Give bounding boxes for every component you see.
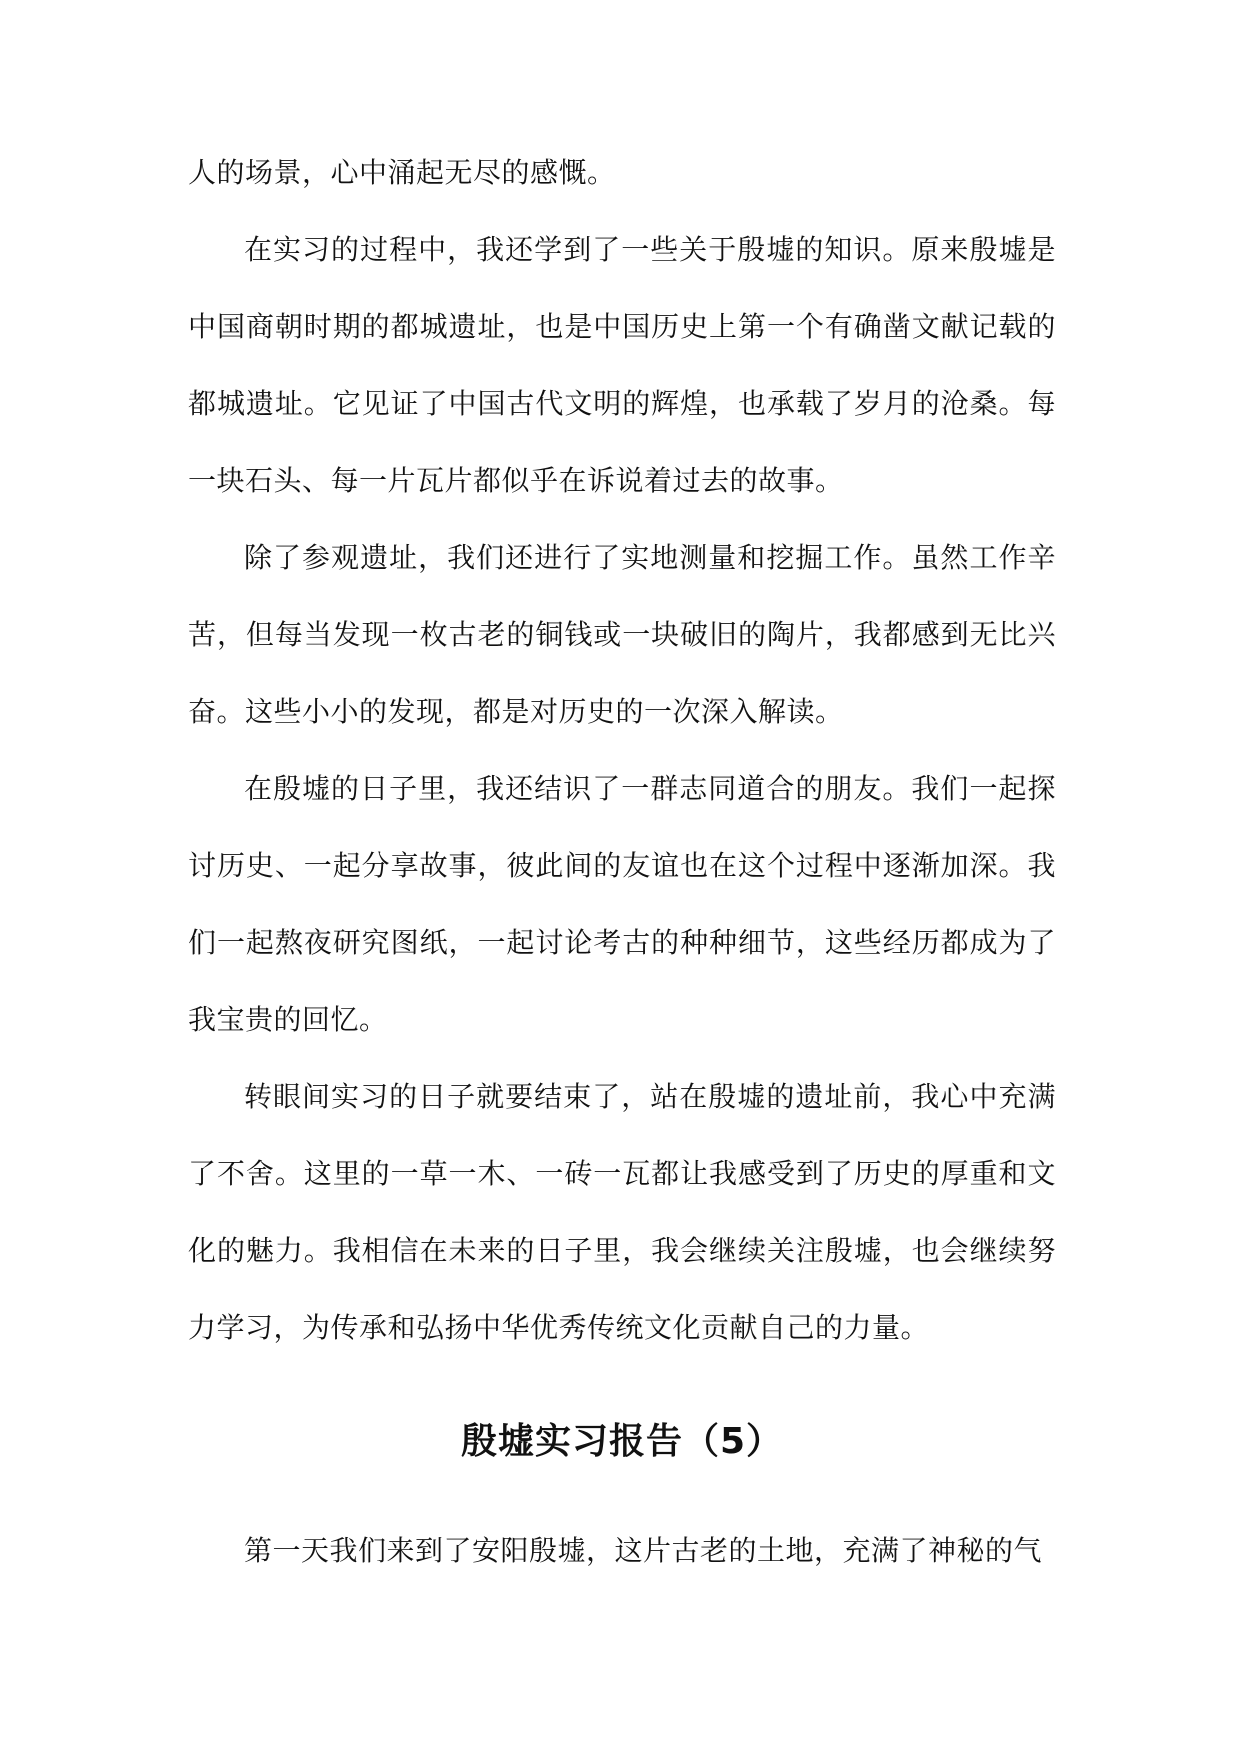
paragraph-first-day: 第一天我们来到了安阳殷墟，这片古老的土地，充满了神秘的气: [244, 1534, 1043, 1567]
section-title: 殷墟实习报告（5）: [460, 1421, 784, 1462]
document-body: [188, 134, 1056, 1589]
paragraph-yinxu-knowledge: 在实习的过程中，我还学到了一些关于殷墟的知识。原来殷墟是中国商朝时期的都城遗址，也是中国历史上第一个有确凿文献记载的都城遗址。它见证了中国古代文明的辉煌，也承载了岁月的沧桑。每一块石头、每一片瓦片都似乎在诉说着过去的故事。: [188, 233, 1056, 497]
paragraph-field-work: 除了参观遗址，我们还进行了实地测量和挖掘工作。虽然工作辛苦，但每当发现一枚古老的铜钱或一块破旧的陶片，我都感到无比兴奋。这些小小的发现，都是对历史的一次深入解读。: [188, 541, 1056, 728]
paragraph-conclusion: 转眼间实习的日子就要结束了，站在殷墟的遗址前，我心中充满了不舍。这里的一草一木、一砖一瓦都让我感受到了历史的厚重和文化的魅力。我相信在未来的日子里，我会继续关注殷墟，也会继续努力学习，为传承和弘扬中华优秀传统文化贡献自己的力量。: [188, 1080, 1056, 1344]
paragraph-friends: 在殷墟的日子里，我还结识了一群志同道合的朋友。我们一起探讨历史、一起分享故事，彼此间的友谊也在这个过程中逐渐加深。我们一起熬夜研究图纸，一起讨论考古的种种细节，这些经历都成为了我宝贵的回忆。: [188, 772, 1056, 1036]
paragraph-continued: 人的场景，心中涌起无尽的感慨。: [188, 156, 616, 189]
